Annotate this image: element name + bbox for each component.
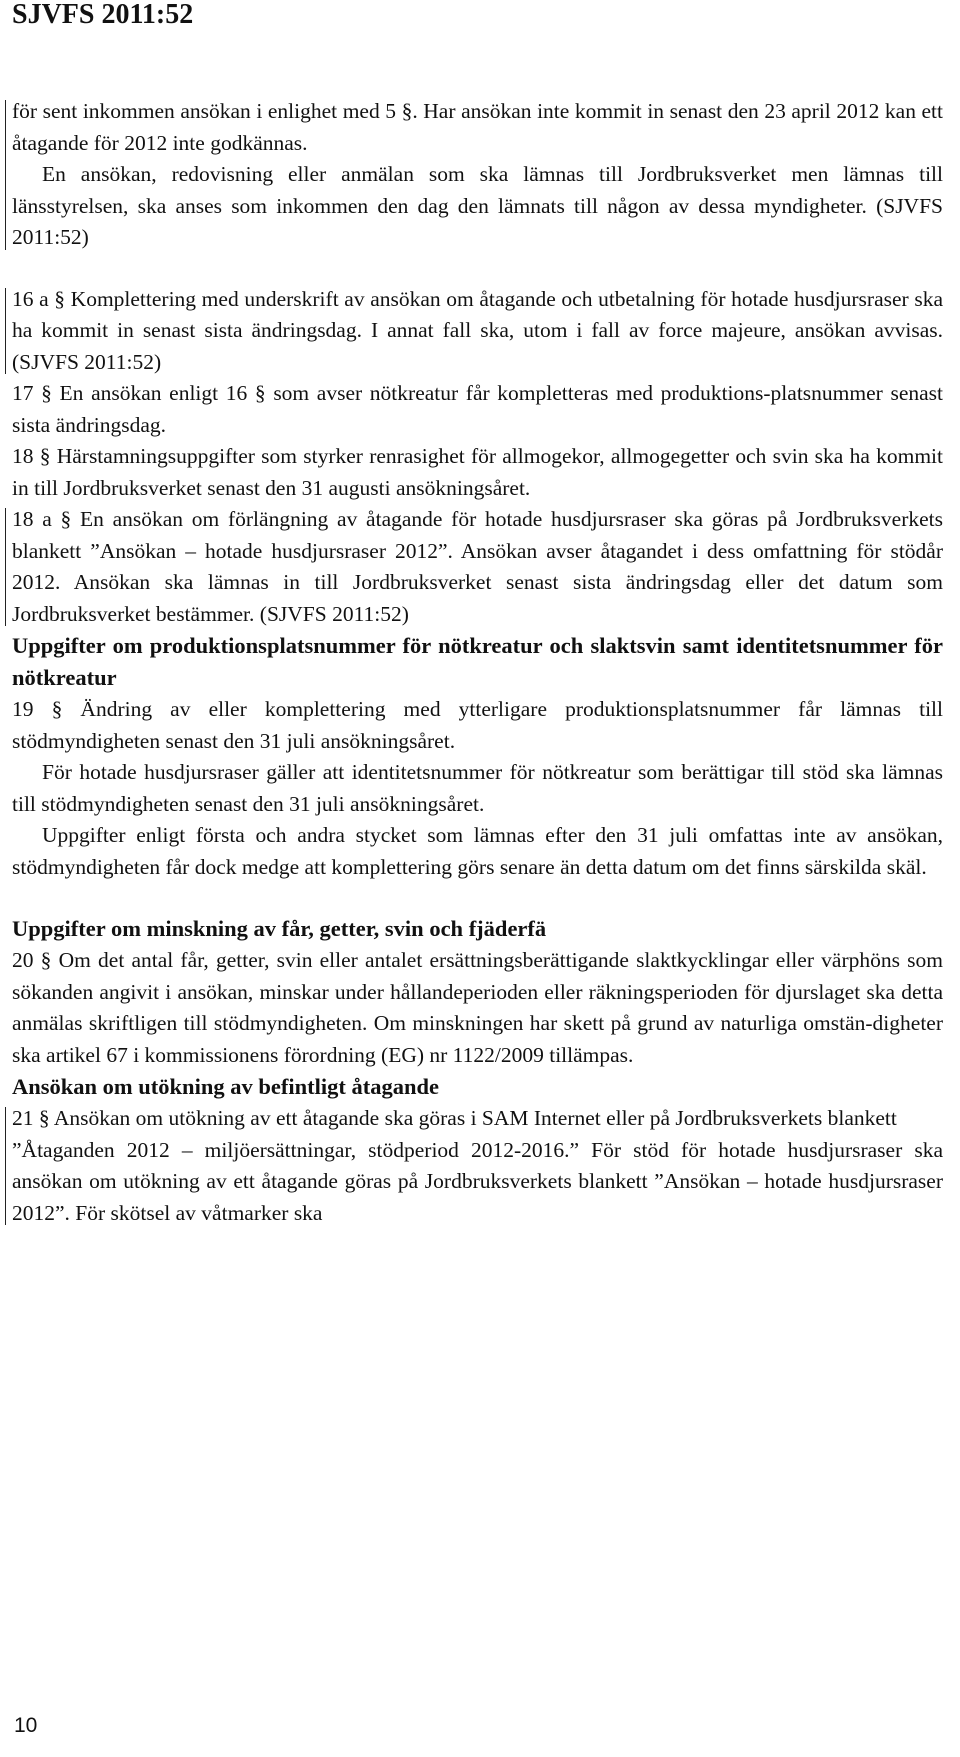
paragraph-21-first: 21 § Ansökan om utökning av ett åtagande ska göras i SAM Internet eller på Jordbruksverkets blankett — [12, 1106, 897, 1130]
paragraph-19-second: För hotade husdjursraser gäller att identitetsnummer för nötkreatur som berättigar till stöd ska lämnas till stödmyndigheten senast den 31 juli ansökningsåret. — [12, 760, 943, 816]
paragraph-19-third: Uppgifter enligt första och andra stycket som lämnas efter den 31 juli omfattas inte av ansökan, stödmyndigheten får dock medge att komplettering görs senare än detta datum om det finns särskilda skäl. — [12, 823, 943, 879]
section-18a: 18 a § En ansökan om förlängning av åtagande för hotade husdjursraser ska göras på Jordbruksverkets blankett ”Ansökan – hotade husdjursraser 2012”. Ansökan avser åtagandet i dess omfattning för stödår 2012. Ansökan ska lämnas in till Jordbruksverket senast sista ändringsdag eller det datum som Jordbruksverket bestämmer. (SJVFS 2011:52) — [12, 504, 943, 630]
heading-expansion: Ansökan om utökning av befintligt åtagande — [12, 1074, 439, 1099]
section-17: 17 § En ansökan enligt 16 § som avser nötkreatur får kompletteras med produktions-platsnummer senast sista ändringsdag. — [12, 381, 943, 437]
paragraph-submission-authority: En ansökan, redovisning eller anmälan som ska lämnas till Jordbruksverket men lämnas till länsstyrelsen, ska anses som inkommen den dag den lämnats till någon av dessa myndigheter. (SJVFS 2011:52) — [12, 162, 943, 249]
page-number: 10 — [14, 1714, 38, 1737]
section-18: 18 § Härstamningsuppgifter som styrker renrasighet för allmogekor, allmogegetter och svin ska ha kommit in till Jordbruksverket senast den 31 augusti ansökningsåret. — [12, 444, 943, 500]
section-20: 20 § Om det antal får, getter, svin eller antalet ersättningsberättigande slaktkycklingar eller värphöns som sökanden angivit i ansökan, minskar under hållandeperioden eller räkningsperioden för djurslaget ska detta anmälas skriftligen till stödmyndigheten. Om minskningen har skett på grund av naturliga omstän-digheter ska artikel 67 i kommissionens förordning (EG) nr 1122/2009 tillämpas. — [12, 948, 943, 1067]
paragraph-19-main: 19 § Ändring av eller komplettering med ytterligare produktionsplatsnummer får lämnas till stödmyndigheten senast den 31 juli ansökningsåret. — [12, 697, 943, 753]
section-5-continuation — [12, 96, 943, 254]
paragraph-late-application: för sent inkommen ansökan i enlighet med 5 §. Har ansökan inte kommit in senast den 23 april 2012 kan ett åtagande för 2012 inte godkännas. — [12, 99, 943, 155]
document-body — [12, 96, 943, 1229]
section-19 — [12, 694, 943, 883]
heading-reduction: Uppgifter om minskning av får, getter, svin och fjäderfä — [12, 916, 547, 941]
document-header: SJVFS 2011:52 — [12, 0, 194, 30]
section-21 — [12, 1103, 943, 1229]
section-16a: 16 a § Komplettering med underskrift av ansökan om åtagande och utbetalning för hotade husdjursraser ska ha kommit in senast sista ändringsdag. I annat fall ska, utom i fall av force majeure, ansökan avvisas. (SJVFS 2011:52) — [12, 284, 943, 379]
heading-production-numbers: Uppgifter om produktionsplatsnummer för nötkreatur och slaktsvin samt identitetsnummer för nötkreatur — [12, 633, 943, 690]
paragraph-21-second: ”Åtaganden 2012 – miljöersättningar, stödperiod 2012-2016.” För stöd för hotade husdjursraser ska ansökan om utökning av ett åtagande göras på Jordbruksverkets blankett ”Ansökan – hotade husdjursraser 2012”. För skötsel av våtmarker ska — [12, 1137, 943, 1225]
